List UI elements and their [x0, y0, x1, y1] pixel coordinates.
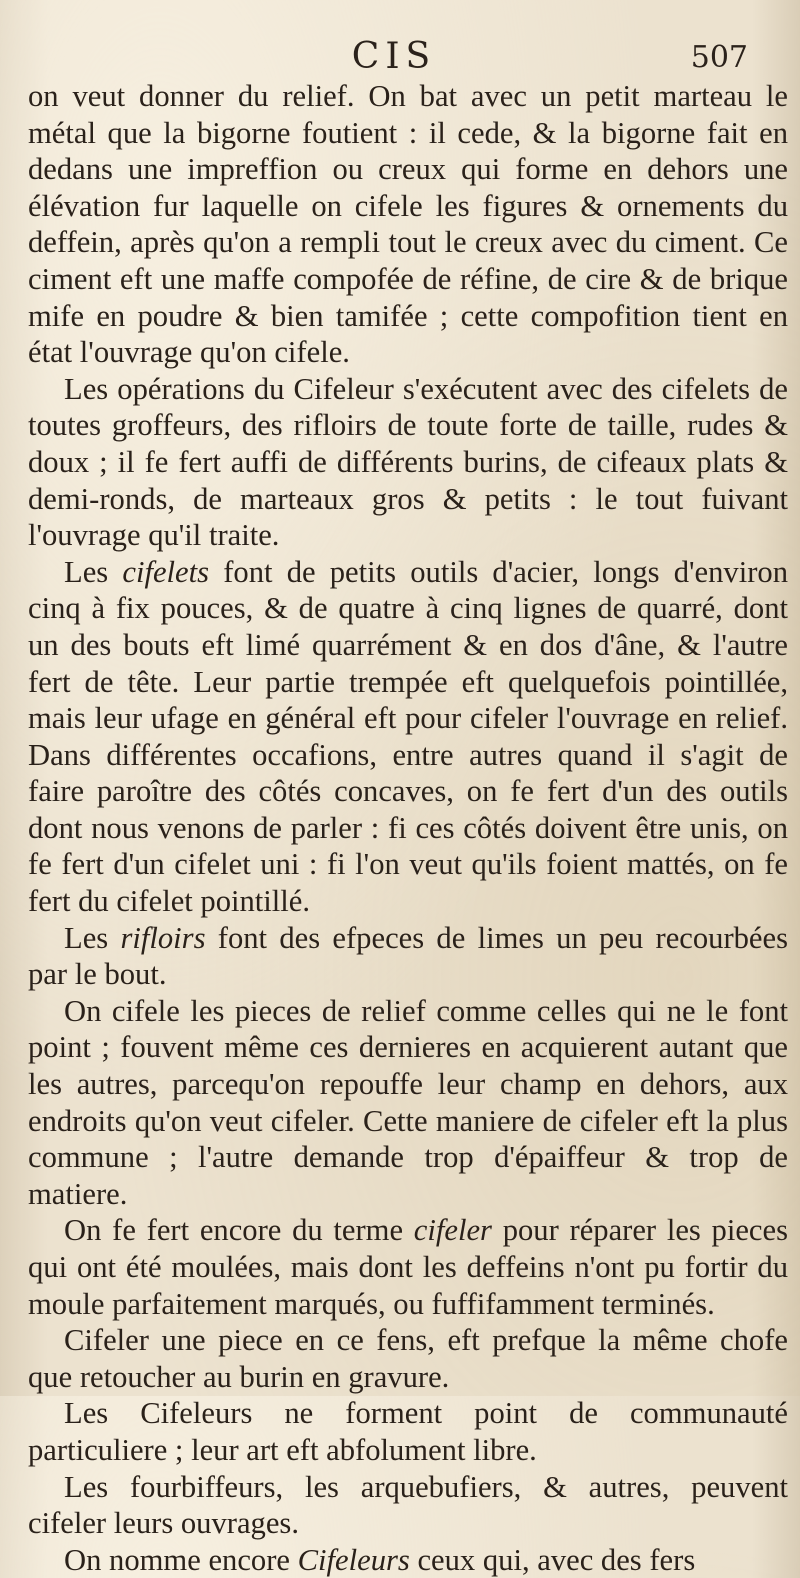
paragraph-text: pour réparer les pieces qui ont été moulées, mais dont les deffeins n'ont pu fortir du moule parfaitement marqués, ou fuffifamment terminés. [28, 1213, 788, 1321]
paragraph-text: Les [64, 554, 123, 589]
paragraph [28, 78, 788, 371]
paragraph [28, 371, 788, 554]
paragraph-text: On cifele les pieces de relief comme celles qui ne le font point ; fouvent même ces dernieres en acquierent autant que les autres, parcequ'on repouffe leur champ en dehors, aux endroits qu'on veut cifeler. Cette maniere de cifeler eft la plus commune ; l'autre demande trop d'épaiffeur & trop de matiere. [28, 993, 788, 1211]
paragraph [28, 1395, 788, 1468]
paragraph [28, 920, 788, 993]
paragraph-text: Les fourbiffeurs, les arquebufiers, & autres, peuvent cifeler leurs ouvrages. [28, 1469, 788, 1541]
paragraph-text: Les Cifeleurs ne forment point de communauté particuliere ; leur art eft abfolument libre. [28, 1396, 788, 1467]
italic-term: cifeler [413, 1213, 492, 1248]
paragraph [28, 1542, 788, 1578]
paragraph-text: Les [64, 920, 121, 955]
paragraph-text: font des efpeces de limes un peu recourbées par le bout. [28, 920, 788, 992]
body-text [28, 78, 788, 1578]
italic-term: Cifeleurs [297, 1542, 410, 1577]
paragraph-text: on veut donner du relief. On bat avec un petit marteau le métal que la bigorne foutient : il cede, & la bigorne fait en dedans une impreffion ou creux qui forme en dehors une élévation fur laquelle on cifele les figures & ornements du deffein, après qu'on a rempli tout le creux avec du ciment. Ce ciment eft une maffe compofée de réfine, de cire & de brique mife en poudre & bien tamifée ; cette compofition tient en état l'ouvrage qu'on cifele. [28, 79, 788, 370]
page-header [40, 36, 748, 76]
running-head: CIS [351, 36, 437, 77]
paragraph [28, 1469, 788, 1542]
paragraph-text: font de petits outils d'acier, longs d'environ cinq à fix pouces, & de quatre à cinq lignes de quarré, dont un des bouts eft limé quarrément & en dos d'âne, & l'autre fert de tête. Leur partie trempée eft quelquefois pointillée, mais leur ufage en général eft pour cifeler l'ouvrage en relief. Dans différentes occafions, entre autres quand il s'agit de faire paroître des côtés concaves, on fe fert d'un des outils dont nous venons de parler : fi ces côtés doivent être unis, on fe fert d'un cifelet uni : fi l'on veut qu'ils foient mattés, on fe fert du cifelet pointillé. [28, 554, 788, 919]
page-number: 507 [690, 40, 748, 75]
paragraph-text: Les opérations du Cifeleur s'exécutent avec des cifelets de toutes groffeurs, des rifloirs de toute forte de taille, rudes & doux ; il fe fert auffi de différents burins, de cifeaux plats & demi-ronds, de marteaux gros & petits : le tout fuivant l'ouvrage qu'il traite. [28, 371, 788, 553]
paragraph-text: On nomme encore [64, 1542, 298, 1577]
italic-term: rifloirs [120, 920, 206, 955]
paragraph [28, 1322, 788, 1395]
paragraph-text: ceux qui, avec des fers [409, 1542, 696, 1577]
italic-term: cifelets [122, 554, 210, 589]
paragraph-text: Cifeler une piece en ce fens, eft prefque la même chofe que retoucher au burin en gravure. [28, 1323, 788, 1394]
paragraph [28, 554, 788, 920]
paragraph-text: On fe fert encore du terme [64, 1213, 414, 1248]
paragraph [28, 993, 788, 1213]
paragraph [28, 1212, 788, 1322]
